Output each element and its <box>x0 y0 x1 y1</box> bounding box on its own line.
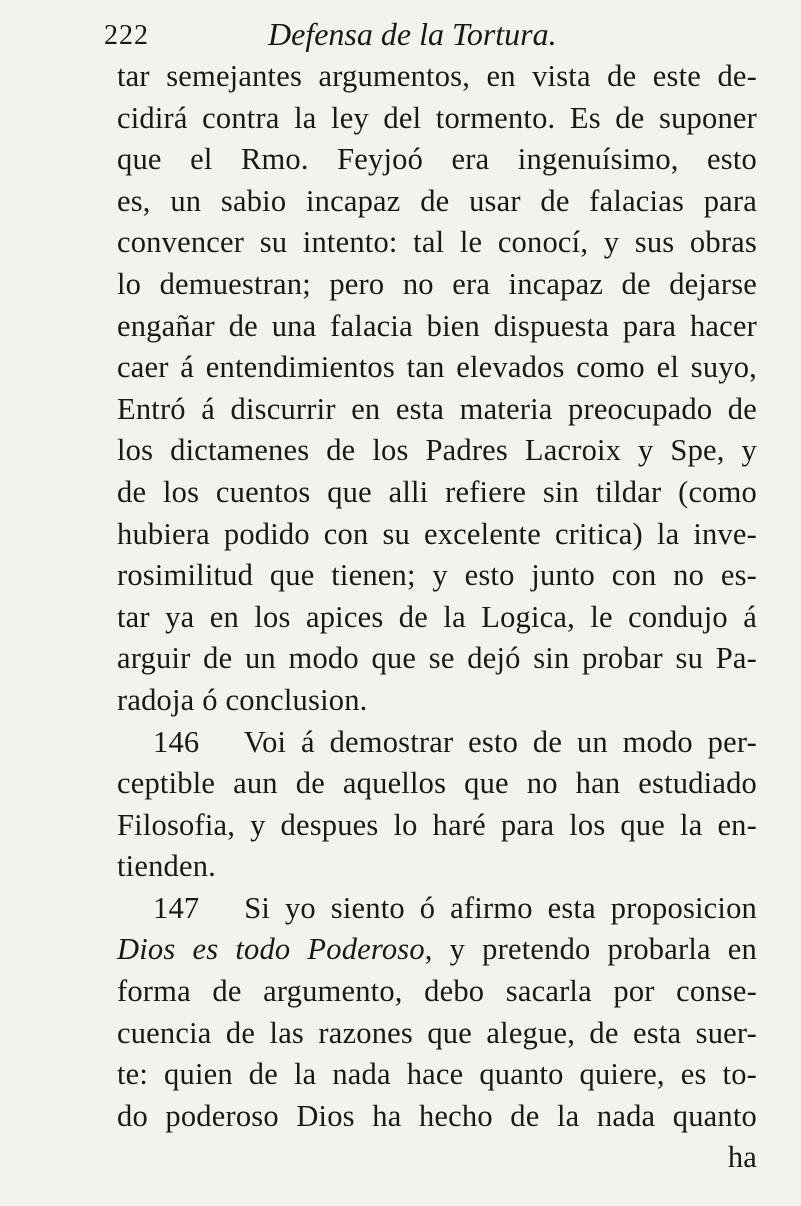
text-line: de los cuentos que alli refiere sin tildar (como <box>117 474 757 509</box>
text-line: Entró á discurrir en esta materia preocupado de <box>117 391 757 426</box>
text-line: ceptible aun de aquellos que no han estudiado <box>117 766 757 801</box>
text-line-with-italic <box>117 929 757 971</box>
text-line: Filosofia, y despues lo haré para los que la en- <box>117 807 757 842</box>
text-line: forma de argumento, debo sacarla por conse- <box>117 974 757 1009</box>
italic-proposition: Dios es todo Poderoso <box>117 932 425 967</box>
text-line: tienden. <box>117 849 216 884</box>
text-line: los dictamenes de los Padres Lacroix y Spe, y <box>117 433 757 468</box>
text-line: lo demuestran; pero no era incapaz de dejarse <box>117 266 757 301</box>
text-line: do poderoso Dios ha hecho de la nada quanto <box>117 1098 757 1133</box>
paragraph-number-147: 147 <box>153 890 200 925</box>
text-line: te: quien de la nada hace quanto quiere, es to- <box>117 1057 757 1092</box>
body-text <box>117 56 757 1179</box>
text-line: cuencia de las razones que alegue, de esta suer- <box>117 1015 757 1050</box>
text-line: arguir de un modo que se dejó sin probar su Pa- <box>117 641 757 676</box>
paragraph-146-line <box>117 722 757 764</box>
text-line: caer á entendimientos tan elevados como el suyo, <box>117 350 757 385</box>
text-line: engañar de una falacia bien dispuesta para hacer <box>117 308 757 343</box>
text-line: que el Rmo. Feyjoó era ingenuísimo, esto <box>117 142 757 177</box>
catchword: ha <box>727 1140 757 1175</box>
text-line: es, un sabio incapaz de usar de falacias para <box>117 183 757 218</box>
text-line: tar ya en los apices de la Logica, le condujo á <box>117 599 757 634</box>
page-number: 222 <box>104 20 149 51</box>
text-line: radoja ó conclusion. <box>117 682 368 717</box>
text-line: cidirá contra la ley del tormento. Es de suponer <box>117 100 757 135</box>
text-line: hubiera podido con su excelente critica) la inve- <box>117 516 757 551</box>
running-title: Defensa de la Tortura. <box>268 16 557 52</box>
paragraph-146-text: Voi á demostrar esto de un modo per- <box>243 724 757 759</box>
text-line: rosimilitud que tienen; y esto junto con no es- <box>117 558 757 593</box>
text-fragment: , y pretendo probarla en <box>424 932 757 967</box>
text-line: tar semejantes argumentos, en vista de este de- <box>117 59 757 93</box>
paragraph-number-146: 146 <box>153 724 200 759</box>
paragraph-147-text: Si yo siento ó afirmo esta proposicion <box>244 890 757 925</box>
paragraph-147-line <box>117 888 757 930</box>
text-line: convencer su intento: tal le conocí, y sus obras <box>117 225 757 260</box>
